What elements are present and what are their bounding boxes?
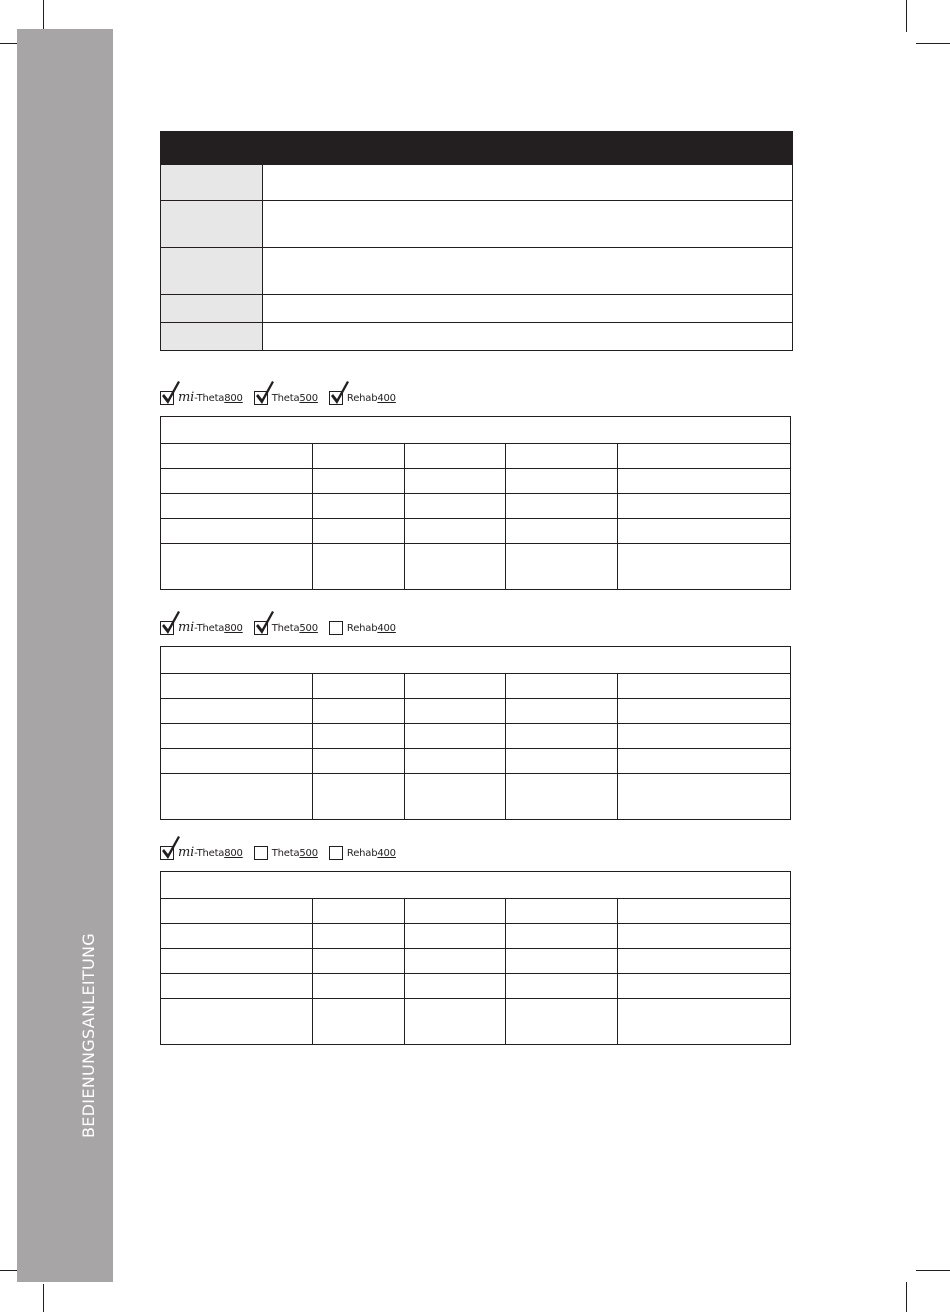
model-option [254, 846, 318, 860]
spec-table [160, 871, 791, 1045]
table-cell [161, 544, 313, 589]
table-cell [161, 924, 313, 948]
model-label-prefix: mi [178, 390, 195, 405]
model-label-name: Theta [271, 848, 300, 859]
table-cell [405, 494, 506, 518]
crop-mark [916, 43, 950, 44]
table-cell [405, 699, 506, 723]
empty-box-icon [254, 846, 268, 860]
table-cell [618, 494, 790, 518]
spec-table [160, 416, 791, 590]
model-label-name: Theta [271, 393, 300, 404]
table-cell [405, 444, 506, 468]
table-cell [506, 974, 618, 998]
table-cell [313, 494, 405, 518]
table-cell [506, 519, 618, 543]
model-label-number: 400 [377, 393, 396, 404]
table-cell [161, 444, 313, 468]
model-label-prefix: mi [178, 845, 195, 860]
table-cell [405, 899, 506, 923]
model-label-name: Rehab [346, 393, 378, 404]
table-row [161, 749, 790, 774]
table-cell [618, 699, 790, 723]
table-cell [313, 674, 405, 698]
model-label-name: -Theta [194, 393, 225, 404]
table-row [161, 724, 790, 749]
model-label-number: 400 [377, 848, 396, 859]
table-cell [506, 899, 618, 923]
table-cell [161, 699, 313, 723]
model-label-number: 500 [299, 393, 318, 404]
table-cell [313, 999, 405, 1044]
table-cell [506, 469, 618, 493]
table-cell [405, 469, 506, 493]
table-cell [506, 494, 618, 518]
row-value-cell [263, 201, 792, 247]
model-label-name: Theta [271, 623, 300, 634]
model-option [160, 846, 243, 860]
table-cell [313, 924, 405, 948]
table-cell [405, 519, 506, 543]
table-cell [313, 724, 405, 748]
row-label-cell [161, 295, 263, 322]
model-label [347, 392, 396, 405]
model-option [329, 621, 396, 635]
side-bar [17, 29, 113, 1282]
model-option [329, 391, 396, 405]
table-cell [618, 469, 790, 493]
row-value-cell [263, 248, 792, 294]
table-cell [618, 749, 790, 773]
model-label-name: -Theta [194, 623, 225, 634]
table-row [161, 999, 790, 1044]
row-value-cell [263, 323, 792, 350]
row-label-cell [161, 248, 263, 294]
crop-mark [0, 43, 18, 44]
table-row [161, 899, 790, 924]
model-option [254, 621, 318, 635]
spec-table [160, 646, 791, 820]
model-option [160, 621, 243, 635]
table-row [161, 949, 790, 974]
table-cell [506, 999, 618, 1044]
table-cell [161, 999, 313, 1044]
side-label: BEDIENUNGSANLEITUNG [79, 933, 98, 1138]
table-row [161, 469, 790, 494]
table-cell [313, 749, 405, 773]
table-cell [161, 494, 313, 518]
table-cell [161, 519, 313, 543]
table-cell [161, 674, 313, 698]
model-label-name: Rehab [346, 623, 378, 634]
checked-box-icon [160, 621, 174, 635]
model-label-name: -Theta [194, 848, 225, 859]
table-cell [405, 774, 506, 819]
table-cell [618, 674, 790, 698]
model-label-number: 500 [299, 623, 318, 634]
model-label [347, 622, 396, 635]
table-cell [313, 444, 405, 468]
table-cell [506, 749, 618, 773]
table-cell [506, 674, 618, 698]
table-cell [506, 699, 618, 723]
table-row [161, 444, 790, 469]
model-option [254, 391, 318, 405]
table-cell [506, 444, 618, 468]
model-label-number: 800 [224, 848, 243, 859]
table-cell [313, 949, 405, 973]
table-cell [161, 949, 313, 973]
checked-box-icon [160, 846, 174, 860]
table-row [161, 544, 790, 589]
crop-mark [43, 1284, 44, 1312]
model-label-number: 500 [299, 848, 318, 859]
table-cell [506, 724, 618, 748]
table-row [161, 974, 790, 999]
empty-box-icon [329, 846, 343, 860]
table-cell [161, 899, 313, 923]
spec-table-title [161, 647, 790, 674]
row-value-cell [263, 165, 792, 200]
spec-table-title [161, 872, 790, 899]
spec-table-title [161, 417, 790, 444]
table-cell [405, 544, 506, 589]
model-option [329, 846, 396, 860]
table-cell [618, 519, 790, 543]
table-cell [405, 999, 506, 1044]
table-row [161, 519, 790, 544]
top-table-row [160, 248, 793, 295]
checked-box-icon [254, 621, 268, 635]
model-checklist [160, 609, 407, 635]
row-value-cell [263, 295, 792, 322]
table-cell [161, 724, 313, 748]
table-cell [618, 444, 790, 468]
table-cell [506, 774, 618, 819]
table-cell [405, 949, 506, 973]
empty-box-icon [329, 621, 343, 635]
table-cell [618, 924, 790, 948]
row-label-cell [161, 165, 263, 200]
table-cell [506, 544, 618, 589]
model-option [160, 391, 243, 405]
crop-mark [906, 1282, 907, 1312]
model-label [272, 622, 318, 635]
table-row [161, 674, 790, 699]
top-table-row [160, 323, 793, 351]
model-label [347, 847, 396, 860]
top-table-row [160, 165, 793, 201]
table-cell [506, 949, 618, 973]
model-label [178, 392, 243, 405]
top-table-row [160, 201, 793, 248]
crop-mark [916, 1270, 950, 1271]
model-label-number: 800 [224, 393, 243, 404]
table-cell [313, 544, 405, 589]
model-checklist [160, 834, 407, 860]
table-cell [618, 999, 790, 1044]
model-label-number: 800 [224, 623, 243, 634]
table-row [161, 699, 790, 724]
table-cell [313, 774, 405, 819]
table-cell [161, 974, 313, 998]
table-cell [618, 949, 790, 973]
table-cell [405, 749, 506, 773]
table-cell [405, 674, 506, 698]
top-table [160, 131, 793, 351]
top-table-row [160, 295, 793, 323]
model-label [178, 622, 243, 635]
table-cell [506, 924, 618, 948]
table-cell [313, 974, 405, 998]
model-label [178, 847, 243, 860]
model-label [272, 392, 318, 405]
row-label-cell [161, 201, 263, 247]
table-cell [405, 924, 506, 948]
table-cell [618, 974, 790, 998]
row-label-cell [161, 323, 263, 350]
table-cell [161, 749, 313, 773]
table-row [161, 494, 790, 519]
table-cell [161, 469, 313, 493]
table-cell [161, 774, 313, 819]
model-label-number: 400 [377, 623, 396, 634]
table-cell [313, 469, 405, 493]
table-cell [405, 974, 506, 998]
checked-box-icon [254, 391, 268, 405]
top-table-header [160, 131, 793, 165]
table-cell [313, 699, 405, 723]
table-cell [618, 544, 790, 589]
model-label-prefix: mi [178, 620, 195, 635]
table-cell [618, 774, 790, 819]
model-label-name: Rehab [346, 848, 378, 859]
table-cell [313, 519, 405, 543]
table-cell [405, 724, 506, 748]
checked-box-icon [160, 391, 174, 405]
model-checklist [160, 379, 407, 405]
table-cell [618, 899, 790, 923]
table-row [161, 924, 790, 949]
checked-box-icon [329, 391, 343, 405]
table-row [161, 774, 790, 819]
model-label [272, 847, 318, 860]
table-cell [313, 899, 405, 923]
table-cell [618, 724, 790, 748]
crop-mark [906, 0, 907, 32]
